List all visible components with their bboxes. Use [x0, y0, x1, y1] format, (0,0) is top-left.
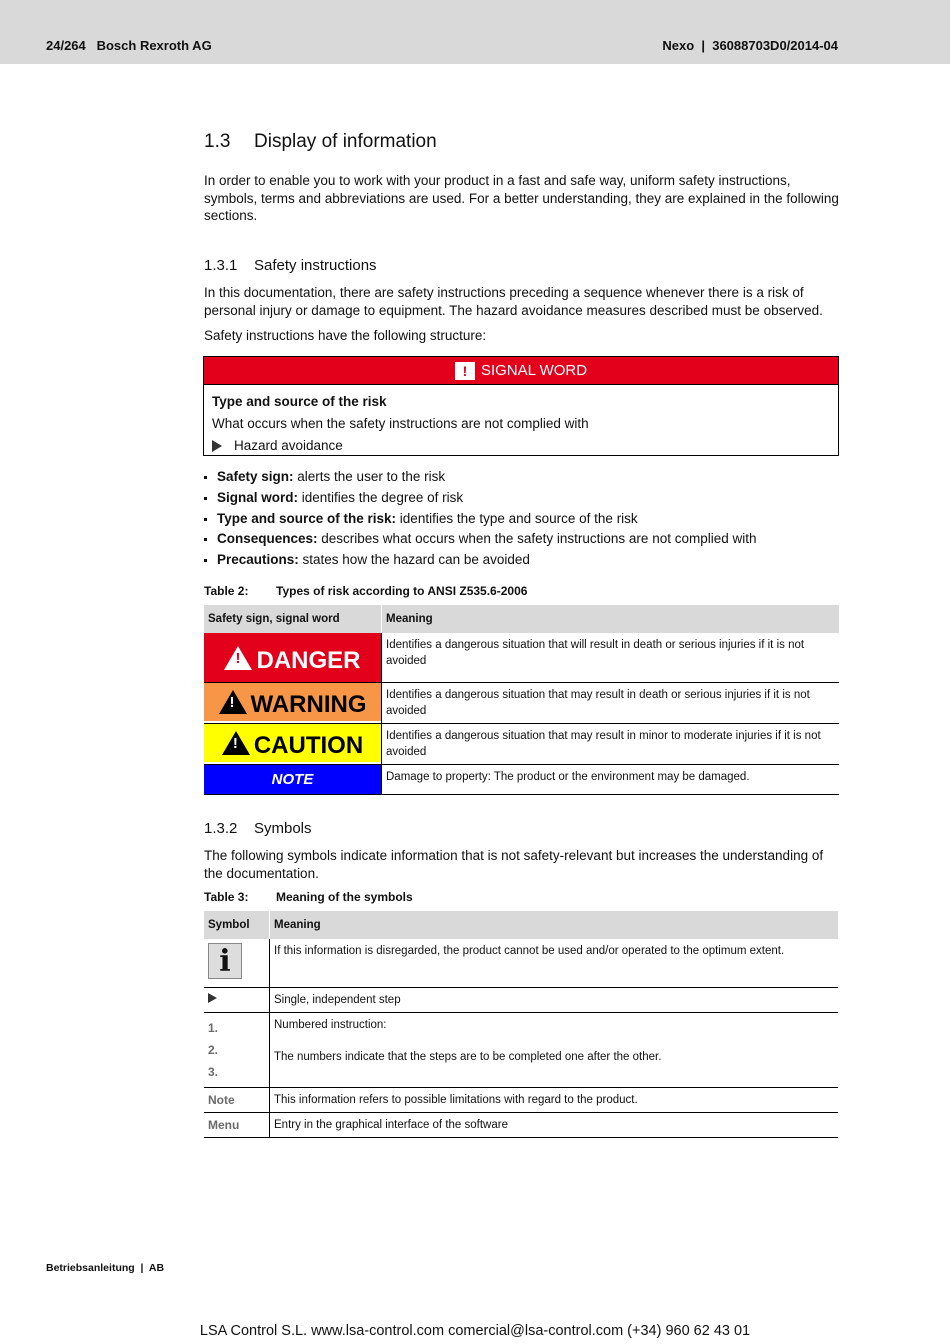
table-row	[204, 683, 839, 724]
table-cell: Menu	[204, 1113, 270, 1138]
table-cell: Damage to property: The product or the environment may be damaged.	[382, 765, 840, 795]
table-header-cell: Meaning	[270, 911, 839, 939]
table-header-cell: Meaning	[382, 605, 840, 633]
safety-paragraph-2: Safety instructions have the following structure:	[204, 328, 487, 343]
warning-triangle-icon	[222, 731, 250, 755]
table-header-row	[204, 911, 838, 939]
table3-caption	[204, 890, 413, 904]
step-arrow-icon	[208, 993, 217, 1003]
list-term: Safety sign:	[217, 469, 294, 484]
table-row	[204, 988, 838, 1013]
risk-consequence: What occurs when the safety instructions are not complied with	[212, 416, 589, 431]
table-cell: Entry in the graphical interface of the software	[270, 1113, 839, 1138]
risk-types-table	[204, 605, 839, 795]
symbols-table	[204, 911, 838, 1138]
signal-word-danger: DANGER	[256, 647, 361, 674]
list-text: describes what occurs when the safety instructions are not complied with	[317, 531, 757, 547]
list-term: Type and source of the risk:	[217, 510, 397, 526]
table3-caption-text: Meaning of the symbols	[276, 890, 413, 904]
numbered-meaning-line: The numbers indicate that the steps are to be completed one after the other.	[274, 1051, 662, 1063]
symbols-heading	[204, 820, 312, 837]
bullet-icon	[204, 476, 207, 479]
table-row	[204, 724, 839, 765]
list-text: identifies the degree of risk	[298, 489, 464, 505]
table-cell: Note	[204, 1088, 270, 1113]
signal-word-example-box	[203, 356, 839, 456]
intro-paragraph: In order to enable you to work with your product in a fast and safe way, uniform safety instructions, symbols, terms and abbreviations are used. For a better understanding, they are explained in the following sections.	[204, 173, 839, 223]
table-row	[204, 1013, 838, 1088]
header-page-info: 24/264 Bosch Rexroth AG	[46, 38, 212, 53]
list-text: states how the hazard can be avoided	[298, 552, 530, 568]
page-header	[0, 0, 950, 64]
signal-word-note: NOTE	[271, 771, 314, 788]
signal-word-warning: WARNING	[250, 691, 367, 718]
safety-number: 1.3.1	[204, 257, 238, 274]
signal-word-caution: CAUTION	[253, 732, 364, 759]
list-term: Precautions:	[217, 552, 299, 568]
symbols-title: Symbols	[254, 820, 312, 837]
risk-title: Type and source of the risk	[212, 394, 387, 409]
table3-caption-number: Table 3:	[204, 890, 249, 904]
table-cell	[204, 1013, 270, 1088]
warning-triangle-icon	[219, 690, 247, 714]
list-item	[204, 509, 757, 530]
list-term: Consequences:	[217, 531, 318, 547]
footer-contact: LSA Control S.L. www.lsa-control.com comercial@lsa-control.com (+34) 960 62 43 01	[199, 1323, 751, 1339]
risk-avoidance: Hazard avoidance	[234, 438, 343, 453]
list-item	[204, 488, 757, 509]
table-cell	[204, 765, 382, 795]
safety-title: Safety instructions	[254, 257, 377, 274]
bullet-icon	[204, 538, 207, 541]
table-cell	[204, 939, 270, 988]
list-term: Signal word:	[217, 489, 298, 505]
table-cell	[204, 683, 382, 724]
caution-badge	[204, 724, 381, 762]
section-heading	[204, 131, 437, 153]
signal-word-header	[204, 357, 838, 385]
symbols-text	[204, 847, 840, 882]
table-cell: Single, independent step	[270, 988, 839, 1013]
footer-doc-type: Betriebsanleitung | AB	[46, 1262, 165, 1274]
table-cell: Identifies a dangerous situation that may result in death or serious injuries if it is not avoided	[382, 683, 840, 724]
numbered-meaning-line: Numbered instruction:	[274, 1019, 387, 1031]
safety-text	[204, 284, 840, 345]
signal-word-body	[204, 385, 838, 463]
step-number: 2.	[208, 1043, 219, 1057]
bullet-icon	[204, 518, 207, 521]
symbols-number: 1.3.2	[204, 820, 238, 837]
step-arrow-icon	[212, 440, 222, 452]
safety-paragraph-1: In this documentation, there are safety instructions preceding a sequence whenever there is a risk of personal injury or damage to equipment. The hazard avoidance measures described must be observed.	[204, 285, 823, 318]
step-number: 3.	[208, 1065, 219, 1079]
danger-badge	[204, 633, 381, 682]
table2-caption	[204, 584, 527, 598]
table2-caption-text: Types of risk according to ANSI Z535.6-2006	[276, 584, 528, 598]
table-cell: Identifies a dangerous situation that will result in death or serious injuries if it is not avoided	[382, 633, 840, 683]
bullet-icon	[204, 497, 207, 500]
table-cell: Identifies a dangerous situation that may result in minor to moderate injuries if it is not avoided	[382, 724, 840, 765]
table-cell	[204, 724, 382, 765]
risk-avoidance-row	[212, 435, 830, 457]
table-row	[204, 939, 838, 988]
step-number: 1.	[208, 1021, 219, 1035]
intro-block	[204, 172, 840, 225]
list-item	[204, 550, 757, 571]
table2-caption-number: Table 2:	[204, 584, 249, 598]
table-row	[204, 765, 839, 795]
table-row	[204, 633, 839, 683]
note-badge	[204, 765, 381, 794]
safety-heading	[204, 257, 377, 274]
signal-word-label: SIGNAL WORD	[480, 362, 588, 379]
list-text: identifies the type and source of the risk	[396, 510, 638, 526]
symbols-paragraph: The following symbols indicate information that is not safety-relevant but increases the understanding of the documentation.	[204, 848, 824, 881]
section-title: Display of information	[254, 131, 437, 152]
bullet-icon	[204, 559, 207, 562]
table-cell	[204, 988, 270, 1013]
table-cell: If this information is disregarded, the product cannot be used and/or operated to the optimum extent.	[270, 939, 839, 988]
table-cell	[204, 633, 382, 683]
table-row	[204, 1088, 838, 1113]
table-header-row	[204, 605, 839, 633]
section-number: 1.3	[204, 131, 231, 152]
warning-triangle-icon	[224, 646, 252, 670]
safety-structure-list	[204, 467, 757, 571]
exclamation-icon: !	[455, 362, 475, 380]
table-cell: This information refers to possible limitations with regard to the product.	[270, 1088, 839, 1113]
table-header-cell: Symbol	[204, 911, 270, 939]
table-cell	[270, 1013, 839, 1088]
info-icon: i	[208, 943, 242, 979]
header-doc-id: Nexo | 36088703D0/2014-04	[662, 38, 838, 53]
table-row	[204, 1113, 838, 1138]
list-item	[204, 529, 757, 550]
list-item	[204, 467, 757, 488]
list-text: alerts the user to the risk	[293, 469, 446, 484]
warning-badge	[204, 683, 381, 721]
table-header-cell: Safety sign, signal word	[204, 605, 382, 633]
